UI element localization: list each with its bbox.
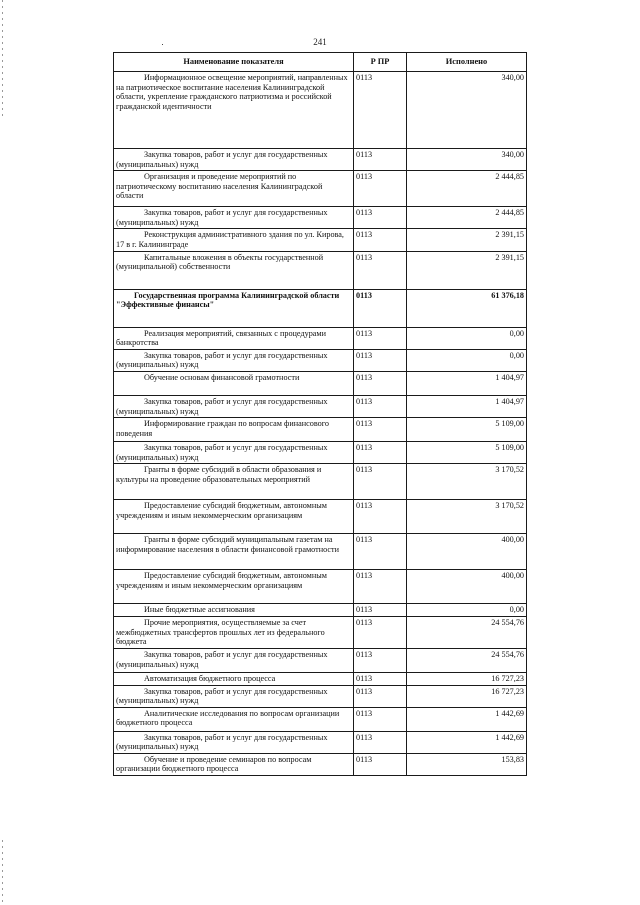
row-name-cell: Закупка товаров, работ и услуг для государственных (муниципальных) нужд: [114, 731, 354, 753]
row-code-cell: 0113: [354, 753, 407, 775]
row-name-cell: Организация и проведение мероприятий по патриотическому воспитанию населения Калининградской области: [114, 171, 354, 207]
row-name-cell: Иные бюджетные ассигнования: [114, 604, 354, 617]
row-name-cell: Закупка товаров, работ и услуг для государственных (муниципальных) нужд: [114, 395, 354, 417]
row-value-cell: 1 404,97: [407, 395, 527, 417]
table-row: [114, 349, 527, 371]
table-row: [114, 570, 527, 604]
row-code-cell: 0113: [354, 731, 407, 753]
page-number: 241: [313, 37, 327, 47]
row-value-cell: 340,00: [407, 72, 527, 149]
row-value-cell: 2 391,15: [407, 251, 527, 289]
margin-ticks-bottom: [2, 840, 3, 905]
row-code-cell: 0113: [354, 251, 407, 289]
table-row: [114, 149, 527, 171]
table-row: [114, 289, 527, 327]
table-row: [114, 753, 527, 775]
row-value-cell: 0,00: [407, 349, 527, 371]
row-value-cell: 24 554,76: [407, 648, 527, 672]
row-name-cell: Закупка товаров, работ и услуг для государственных (муниципальных) нужд: [114, 442, 354, 464]
row-value-cell: 61 376,18: [407, 289, 527, 327]
row-value-cell: 3 170,52: [407, 500, 527, 534]
row-code-cell: 0113: [354, 570, 407, 604]
row-name-cell: Предоставление субсидий бюджетным, автономным учреждениям и иным некоммерческим организациям: [114, 500, 354, 534]
row-name-cell: Гранты в форме субсидий муниципальным газетам на информирование населения в области финансовой грамотности: [114, 534, 354, 570]
row-code-cell: 0113: [354, 149, 407, 171]
table-row: [114, 672, 527, 685]
row-code-cell: 0113: [354, 207, 407, 229]
table-row: [114, 327, 527, 349]
table-row: [114, 500, 527, 534]
row-name-cell: Реализация мероприятий, связанных с процедурами банкротства: [114, 327, 354, 349]
row-code-cell: 0113: [354, 672, 407, 685]
header-code: Р ПР: [354, 53, 407, 72]
row-value-cell: 1 442,69: [407, 707, 527, 731]
row-value-cell: 2 391,15: [407, 229, 527, 251]
table-row: [114, 442, 527, 464]
table-row: [114, 229, 527, 251]
row-code-cell: 0113: [354, 395, 407, 417]
row-name-cell: Капитальные вложения в объекты государственной (муниципальной) собственности: [114, 251, 354, 289]
table-row: [114, 648, 527, 672]
table-row: [114, 72, 527, 149]
table-row: [114, 418, 527, 442]
row-code-cell: 0113: [354, 707, 407, 731]
row-value-cell: 2 444,85: [407, 207, 527, 229]
row-value-cell: 340,00: [407, 149, 527, 171]
row-value-cell: 24 554,76: [407, 616, 527, 648]
row-code-cell: 0113: [354, 534, 407, 570]
table-row: [114, 707, 527, 731]
row-name-cell: Реконструкция административного здания по ул. Кирова, 17 в г. Калининграде: [114, 229, 354, 251]
row-name-cell: Обучение и проведение семинаров по вопросам организации бюджетного процесса: [114, 753, 354, 775]
row-value-cell: 153,83: [407, 753, 527, 775]
row-value-cell: 0,00: [407, 604, 527, 617]
row-value-cell: 16 727,23: [407, 672, 527, 685]
table-row: [114, 171, 527, 207]
table-row: [114, 616, 527, 648]
row-value-cell: 2 444,85: [407, 171, 527, 207]
table-row: [114, 207, 527, 229]
row-value-cell: 0,00: [407, 327, 527, 349]
table-header-row: [114, 53, 527, 72]
row-name-cell: Аналитические исследования по вопросам организации бюджетного процесса: [114, 707, 354, 731]
table-body: [114, 72, 527, 776]
row-code-cell: 0113: [354, 604, 407, 617]
row-value-cell: 5 109,00: [407, 442, 527, 464]
table-row: [114, 731, 527, 753]
row-code-cell: 0113: [354, 616, 407, 648]
row-code-cell: 0113: [354, 371, 407, 395]
row-name-cell: Государственная программа Калининградской области "Эффективные финансы": [114, 289, 354, 327]
row-name-cell: Предоставление субсидий бюджетным, автономным учреждениям и иным некоммерческим организациям: [114, 570, 354, 604]
row-value-cell: 5 109,00: [407, 418, 527, 442]
scan-artifact: [162, 44, 163, 45]
table-row: [114, 685, 527, 707]
row-code-cell: 0113: [354, 685, 407, 707]
row-code-cell: 0113: [354, 464, 407, 500]
row-name-cell: Обучение основам финансовой грамотности: [114, 371, 354, 395]
row-name-cell: Автоматизация бюджетного процесса: [114, 672, 354, 685]
row-code-cell: 0113: [354, 500, 407, 534]
header-name: Наименование показателя: [114, 53, 354, 72]
report-table: [113, 52, 527, 776]
row-code-cell: 0113: [354, 171, 407, 207]
row-code-cell: 0113: [354, 418, 407, 442]
margin-ticks-top: [2, 0, 3, 120]
row-name-cell: Информационное освещение мероприятий, направленных на патриотическое воспитание населения Калининградской области, укрепление гражданского патриотизма и российской гражданской идентичности: [114, 72, 354, 149]
row-name-cell: Закупка товаров, работ и услуг для государственных (муниципальных) нужд: [114, 207, 354, 229]
row-name-cell: Закупка товаров, работ и услуг для государственных (муниципальных) нужд: [114, 685, 354, 707]
row-name-cell: Прочие мероприятия, осуществляемые за счет межбюджетных трансфертов прошлых лет из федерального бюджета: [114, 616, 354, 648]
row-code-cell: 0113: [354, 289, 407, 327]
row-code-cell: 0113: [354, 648, 407, 672]
header-value: Исполнено: [407, 53, 527, 72]
row-value-cell: 400,00: [407, 534, 527, 570]
row-name-cell: Гранты в форме субсидий в области образования и культуры на проведение образовательных мероприятий: [114, 464, 354, 500]
table-row: [114, 395, 527, 417]
table-row: [114, 534, 527, 570]
row-code-cell: 0113: [354, 229, 407, 251]
row-name-cell: Закупка товаров, работ и услуг для государственных (муниципальных) нужд: [114, 349, 354, 371]
table-row: [114, 604, 527, 617]
table-row: [114, 371, 527, 395]
row-value-cell: 3 170,52: [407, 464, 527, 500]
row-name-cell: Закупка товаров, работ и услуг для государственных (муниципальных) нужд: [114, 648, 354, 672]
row-name-cell: Информирование граждан по вопросам финансового поведения: [114, 418, 354, 442]
row-code-cell: 0113: [354, 442, 407, 464]
row-value-cell: 400,00: [407, 570, 527, 604]
row-code-cell: 0113: [354, 349, 407, 371]
row-code-cell: 0113: [354, 72, 407, 149]
row-value-cell: 16 727,23: [407, 685, 527, 707]
row-code-cell: 0113: [354, 327, 407, 349]
row-name-cell: Закупка товаров, работ и услуг для государственных (муниципальных) нужд: [114, 149, 354, 171]
table-row: [114, 464, 527, 500]
row-value-cell: 1 442,69: [407, 731, 527, 753]
row-value-cell: 1 404,97: [407, 371, 527, 395]
table-row: [114, 251, 527, 289]
